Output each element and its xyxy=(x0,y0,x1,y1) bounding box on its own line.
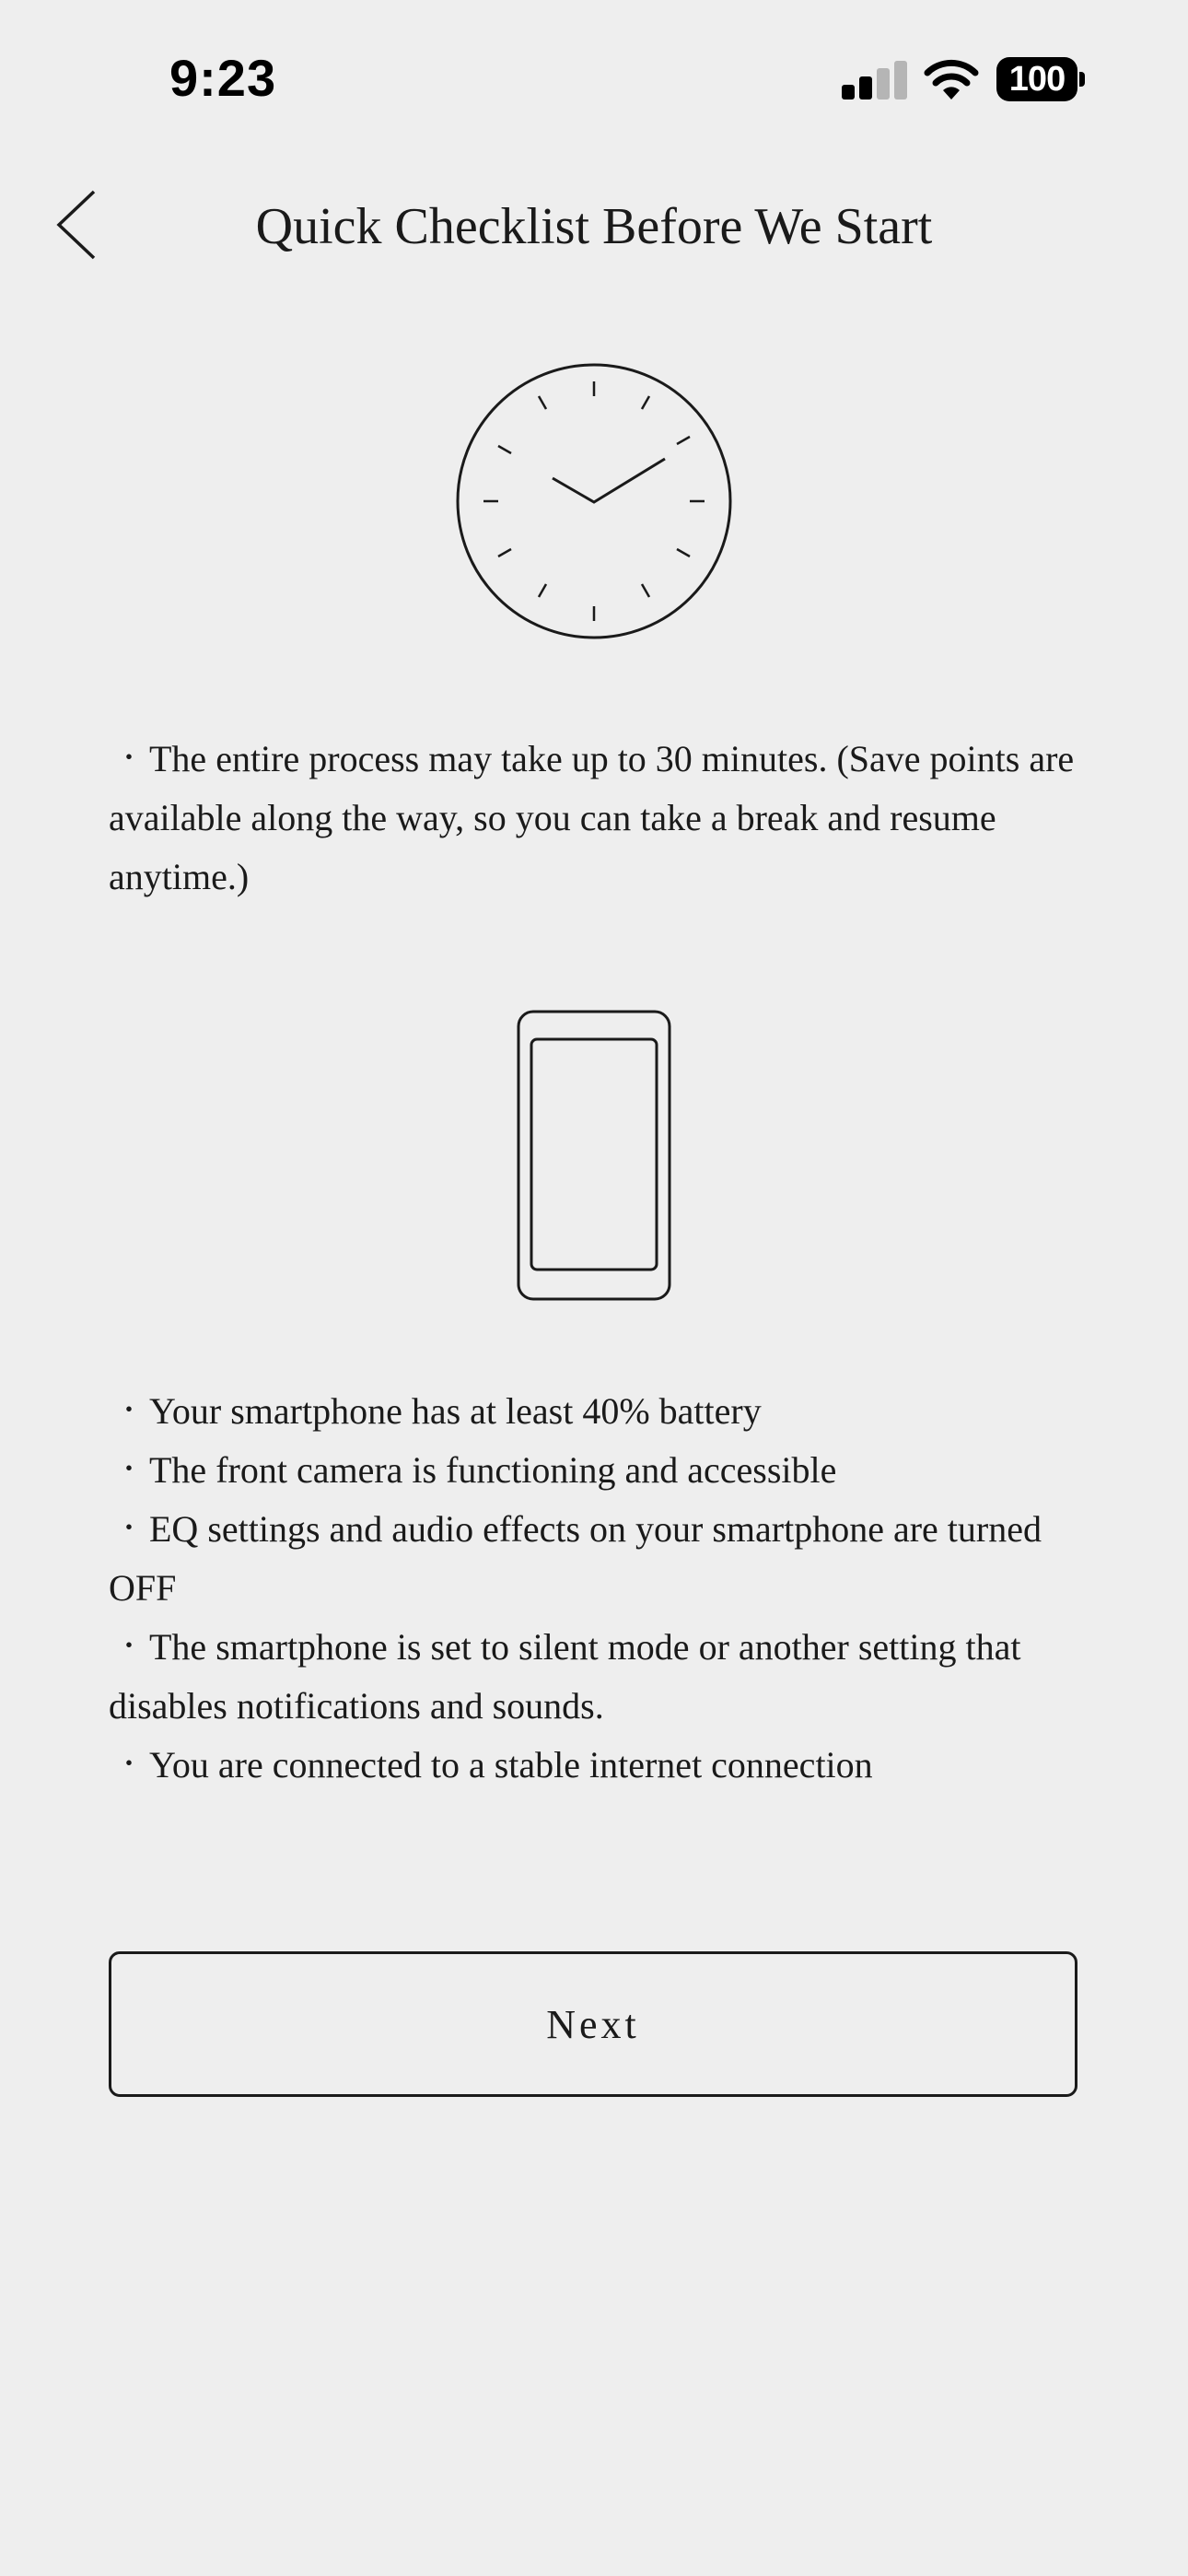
bullet-mark: ・ xyxy=(115,1514,143,1544)
intro-text-content: The entire process may take up to 30 minutes. (Save points are available along the way, so you can take a break and resume anytime.) xyxy=(109,738,1075,897)
battery-cap xyxy=(1079,72,1085,87)
list-item-text: The front camera is functioning and accessible xyxy=(149,1449,837,1491)
list-item xyxy=(109,1618,1085,1736)
page-title: Quick Checklist Before We Start xyxy=(255,198,933,255)
requirements-list xyxy=(109,1382,1085,1795)
list-item-text: EQ settings and audio effects on your smartphone are turned OFF xyxy=(109,1508,1042,1609)
list-item-text: You are connected to a stable internet connection xyxy=(149,1744,873,1786)
list-item xyxy=(109,1382,1085,1441)
next-button[interactable]: Next xyxy=(109,1951,1077,2097)
nav-header xyxy=(0,157,1188,295)
bullet-mark: ・ xyxy=(115,1396,143,1426)
smartphone-icon xyxy=(517,1010,671,1301)
bullet-mark: ・ xyxy=(115,1455,143,1485)
clock-icon xyxy=(454,361,734,641)
cellular-signal-icon xyxy=(842,61,908,100)
list-item xyxy=(109,1500,1085,1618)
list-item xyxy=(109,1441,1085,1500)
bullet-mark: ・ xyxy=(115,1750,143,1780)
list-item xyxy=(109,1736,1085,1795)
list-item-text: The smartphone is set to silent mode or another setting that disables notifications and sounds. xyxy=(109,1626,1021,1727)
battery-level: 100 xyxy=(996,57,1077,101)
bullet-mark: ・ xyxy=(115,1632,143,1662)
intro-text xyxy=(109,730,1085,907)
battery-icon xyxy=(996,57,1085,101)
status-time: 9:23 xyxy=(169,49,277,107)
wifi-icon xyxy=(923,57,980,100)
status-bar xyxy=(0,0,1188,157)
list-item-text: Your smartphone has at least 40% battery xyxy=(149,1390,762,1432)
bullet-mark: ・ xyxy=(115,744,143,774)
